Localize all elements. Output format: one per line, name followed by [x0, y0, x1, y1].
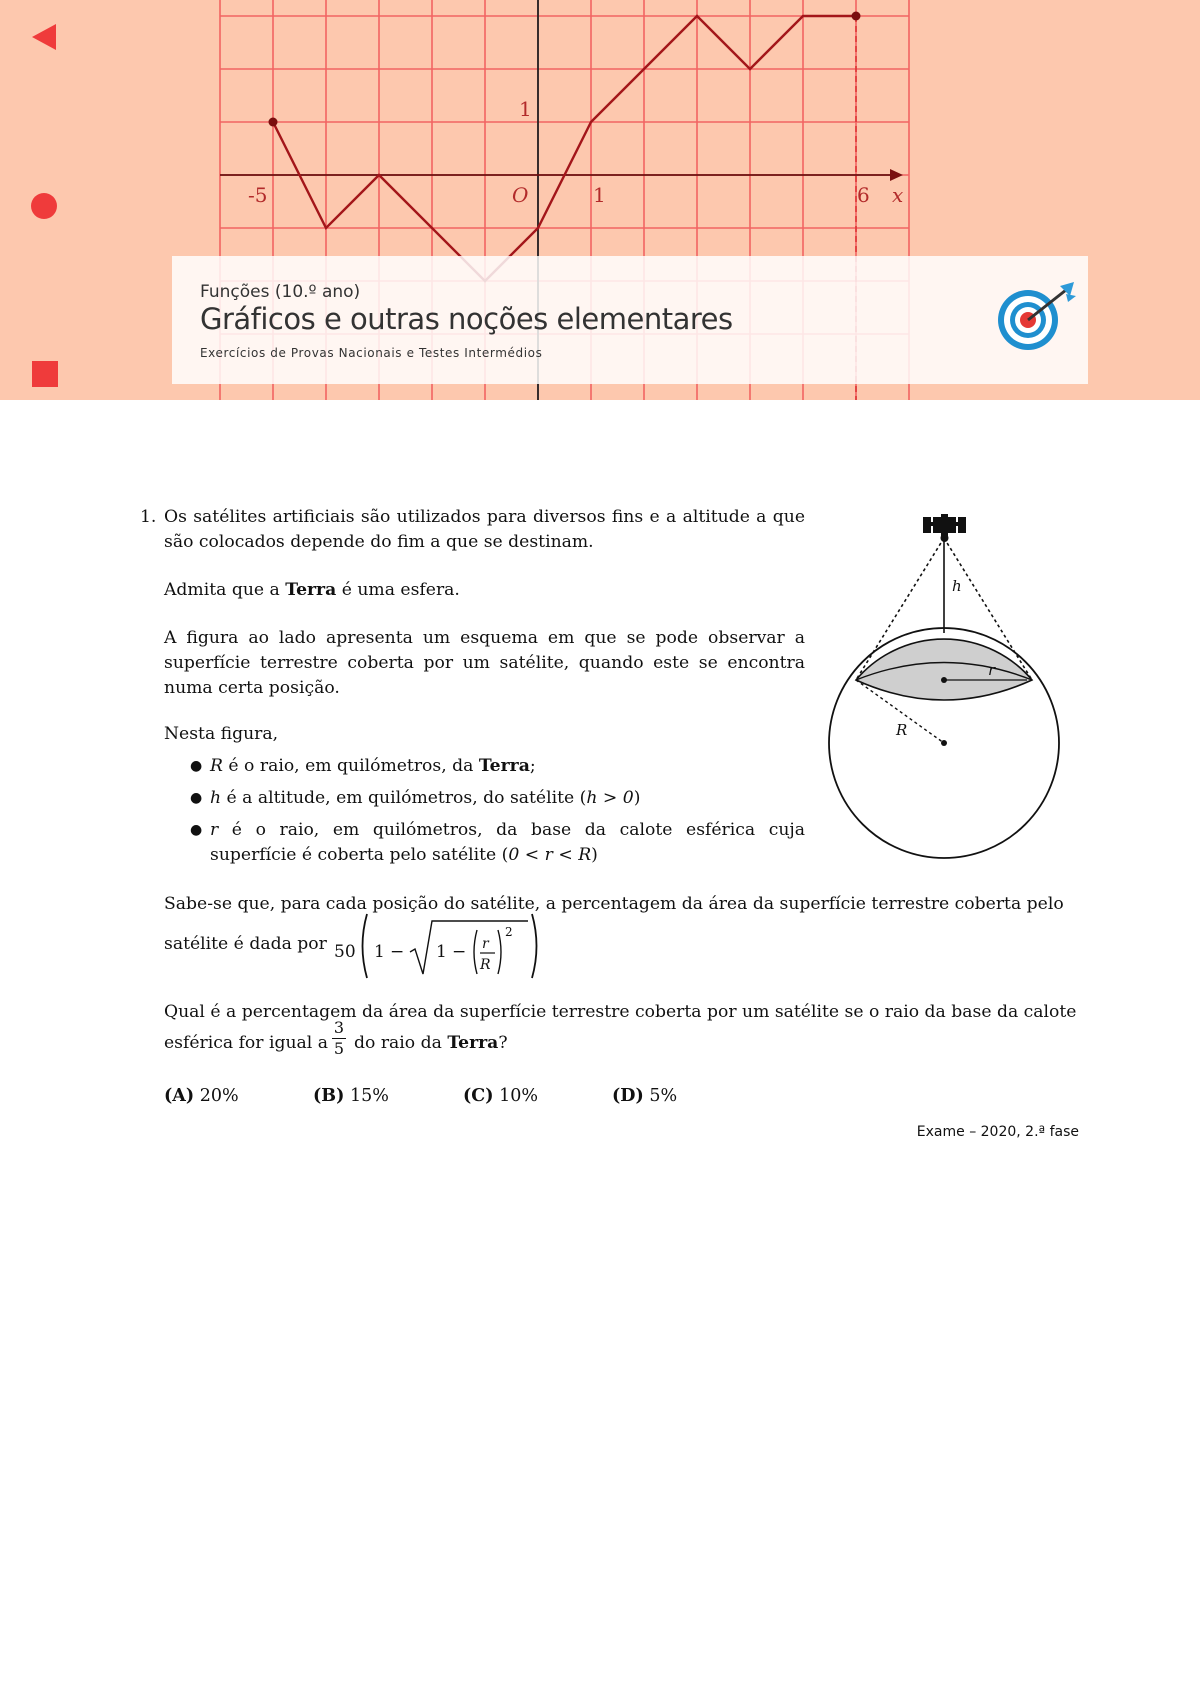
back-triangle-icon[interactable] [30, 22, 60, 52]
coverage-formula [332, 908, 542, 984]
record-circle-icon[interactable] [30, 192, 58, 220]
assumption-text: Admita que a Terra é uma esfera. [164, 580, 460, 600]
fraction-denominator: 5 [333, 1039, 345, 1058]
bullet-icon: ● [190, 790, 203, 806]
formula-minus: − [390, 942, 405, 962]
stop-square-icon[interactable] [31, 360, 59, 388]
exam-source: Exame – 2020, 2.ª fase [916, 1124, 1079, 1140]
graph-label-x-axis: x [892, 183, 904, 207]
formula-ratio-denominator: R [480, 957, 491, 973]
formula-one: 1 [374, 942, 385, 962]
formula-intro: satélite é dada por [164, 934, 327, 954]
option-c[interactable]: (C) 10% [463, 1086, 538, 1106]
question-ask: Qual é a percentagem da área da superfície terrestre coberta por um satélite se o raio da base da calote [164, 1002, 1077, 1022]
formula-coefficient: 50 [334, 942, 356, 962]
graph-label-x-min: -5 [248, 183, 268, 207]
subject-label: Funções (10.º ano) [200, 282, 361, 302]
bullet-item-R: R é o raio, em quilómetros, da Terra; [210, 756, 536, 776]
formula-ratio-numerator: r [482, 936, 489, 952]
header-banner [0, 0, 1200, 400]
label-h: h [952, 577, 962, 595]
bullet-item-r: r é o raio, em quilómetros, da base da calote esférica cuja superfície é coberta pelo satélite (0 < r < R) [210, 820, 805, 865]
title-box [172, 256, 1088, 384]
question-intro: Os satélites artificiais são utilizados para diversos fins e a altitude a que são colocados depende do fim a que se destinam. [164, 507, 805, 552]
graph-label-one-y: 1 [519, 97, 532, 121]
option-b[interactable]: (B) 15% [313, 1086, 389, 1106]
target-logo-icon [994, 280, 1078, 352]
formula-inner-one: 1 [436, 942, 447, 962]
figure-legend-intro: Nesta figura, [164, 724, 279, 744]
bullet-icon: ● [190, 822, 203, 838]
formula-inner-minus: − [452, 942, 467, 962]
question-number: 1. [140, 507, 157, 527]
source-subtitle: Exercícios de Provas Nacionais e Testes Intermédios [200, 346, 543, 360]
label-R: R [896, 721, 908, 739]
graph-label-origin: O [512, 183, 529, 207]
bullet-item-h: h é a altitude, em quilómetros, do satélite (h > 0) [210, 788, 641, 808]
label-r: r [988, 661, 996, 679]
bullet-icon: ● [190, 758, 203, 774]
graph-label-x-max: 6 [857, 183, 870, 207]
question-ask-intro: esférica for igual a [164, 1033, 328, 1053]
option-a[interactable]: (A) 20% [164, 1086, 239, 1106]
page-title: Gráficos e outras noções elementares [200, 302, 733, 336]
figure-description: A figura ao lado apresenta um esquema em que se pode observar a superfície terrestre coberta por um satélite, quando este se encontra numa certa posição. [164, 628, 805, 698]
known-text: Sabe-se que, para cada posição do satélite, a percentagem da área da superfície terrestre coberta pelo [164, 894, 1064, 914]
fraction-numerator: 3 [333, 1018, 345, 1037]
satellite-coverage-figure [820, 505, 1070, 865]
graph-label-one-x: 1 [593, 183, 606, 207]
option-d[interactable]: (D) 5% [612, 1086, 678, 1106]
question-ask-end: do raio da Terra? [354, 1033, 508, 1053]
formula-exponent: 2 [505, 925, 513, 939]
three-fifths-fraction [332, 1018, 346, 1059]
